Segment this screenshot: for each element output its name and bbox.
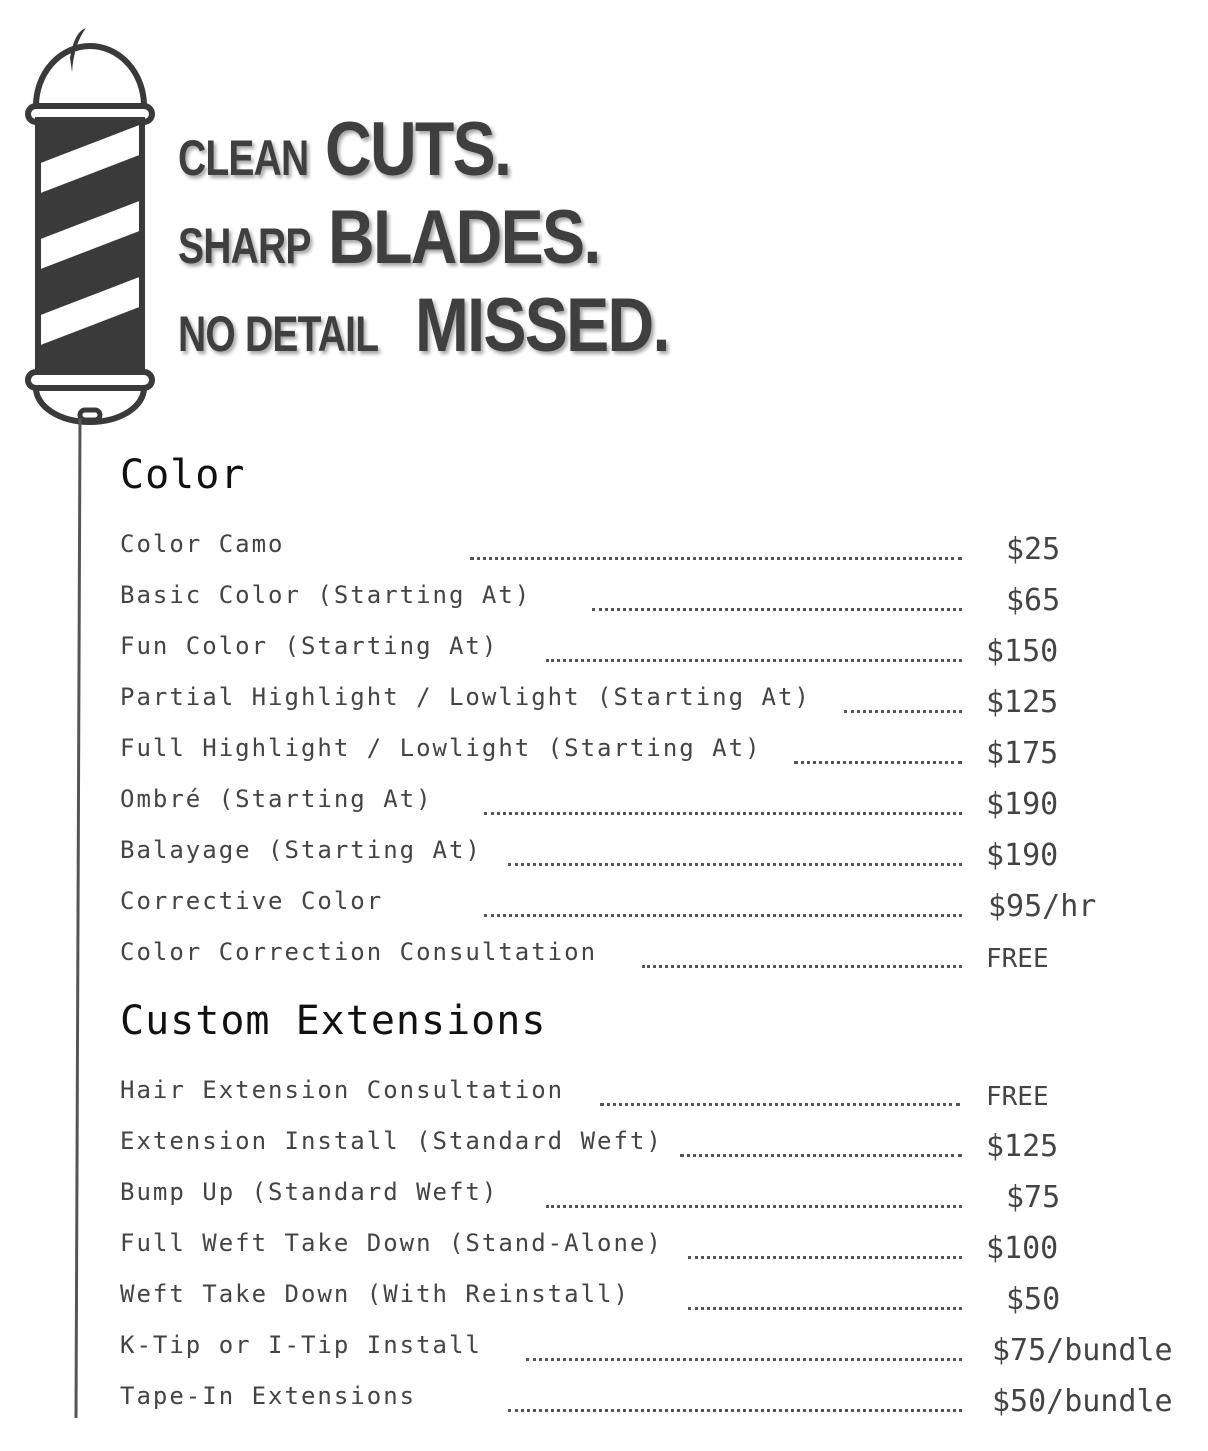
service-price: $25: [1006, 532, 1061, 567]
section-title-color: Color: [120, 452, 246, 498]
list-item: [120, 632, 1200, 683]
headline: [178, 107, 778, 376]
list-item: [120, 785, 1200, 836]
service-price: $95/hr: [988, 889, 1097, 924]
dotted-leader: [470, 557, 962, 560]
list-item: [120, 836, 1200, 887]
service-price: $150: [986, 634, 1059, 669]
service-price: $75: [1006, 1180, 1061, 1215]
dotted-leader: [642, 965, 962, 968]
list-item: [120, 1229, 1200, 1280]
service-price: $75/bundle: [992, 1333, 1173, 1368]
headline-word: SHARP: [178, 218, 311, 274]
headline-line-1: [178, 107, 778, 200]
headline-line-3: [178, 283, 778, 376]
service-price: $175: [986, 736, 1059, 771]
headline-word: CLEAN: [178, 130, 309, 186]
service-price: $125: [986, 685, 1059, 720]
headline-line-2: [178, 195, 778, 288]
service-name: Balayage (Starting At): [120, 836, 482, 864]
dotted-leader: [546, 659, 962, 662]
color-price-list: [120, 530, 1200, 989]
service-name: Tape-In Extensions: [120, 1382, 417, 1410]
headline-emphasis: CUTS.: [325, 107, 511, 192]
dotted-leader: [484, 812, 962, 815]
service-name: Color Camo: [120, 530, 285, 558]
list-item: [120, 530, 1200, 581]
list-item: [120, 1331, 1200, 1382]
dotted-leader: [680, 1154, 962, 1157]
service-price: $50: [1006, 1282, 1061, 1317]
extensions-price-list: [120, 1076, 1200, 1433]
list-item: [120, 887, 1200, 938]
list-item: [120, 1178, 1200, 1229]
service-price: $190: [986, 787, 1059, 822]
list-item: [120, 938, 1200, 989]
list-item: [120, 1076, 1200, 1127]
service-name: Full Weft Take Down (Stand-Alone): [120, 1229, 663, 1257]
service-name: Hair Extension Consultation: [120, 1076, 565, 1104]
list-item: [120, 1280, 1200, 1331]
list-item: [120, 683, 1200, 734]
service-name: Fun Color (Starting At): [120, 632, 499, 660]
service-name: Corrective Color: [120, 887, 384, 915]
service-price: $65: [1006, 583, 1061, 618]
service-price: $190: [986, 838, 1059, 873]
list-item: [120, 1382, 1200, 1433]
headline-word: NO DETAIL: [178, 306, 379, 362]
service-price: FREE: [986, 944, 1049, 974]
service-name: Color Correction Consultation: [120, 938, 598, 966]
service-name: Bump Up (Standard Weft): [120, 1178, 499, 1206]
dotted-leader: [794, 761, 962, 764]
dotted-leader: [592, 608, 962, 611]
dotted-leader: [688, 1256, 962, 1259]
dotted-leader: [600, 1103, 960, 1106]
dotted-leader: [526, 1358, 962, 1361]
service-name: Extension Install (Standard Weft): [120, 1127, 663, 1155]
service-price: $100: [986, 1231, 1059, 1266]
dotted-leader: [844, 710, 962, 713]
service-price: FREE: [986, 1082, 1049, 1112]
dotted-leader: [688, 1307, 962, 1310]
dotted-leader: [508, 1409, 962, 1412]
service-name: Ombré (Starting At): [120, 785, 433, 813]
service-price: $50/bundle: [992, 1384, 1173, 1419]
list-item: [120, 1127, 1200, 1178]
section-title-extensions: Custom Extensions: [120, 998, 547, 1044]
list-item: [120, 734, 1200, 785]
service-price: $125: [986, 1129, 1059, 1164]
service-name: K-Tip or I-Tip Install: [120, 1331, 482, 1359]
dotted-leader: [546, 1205, 962, 1208]
service-name: Partial Highlight / Lowlight (Starting At): [120, 683, 811, 711]
service-name: Weft Take Down (With Reinstall): [120, 1280, 630, 1308]
headline-emphasis: MISSED.: [414, 283, 669, 368]
dotted-leader: [508, 863, 962, 866]
headline-emphasis: BLADES.: [328, 195, 600, 280]
service-name: Full Highlight / Lowlight (Starting At): [120, 734, 762, 762]
list-item: [120, 581, 1200, 632]
dotted-leader: [484, 914, 962, 917]
service-name: Basic Color (Starting At): [120, 581, 532, 609]
